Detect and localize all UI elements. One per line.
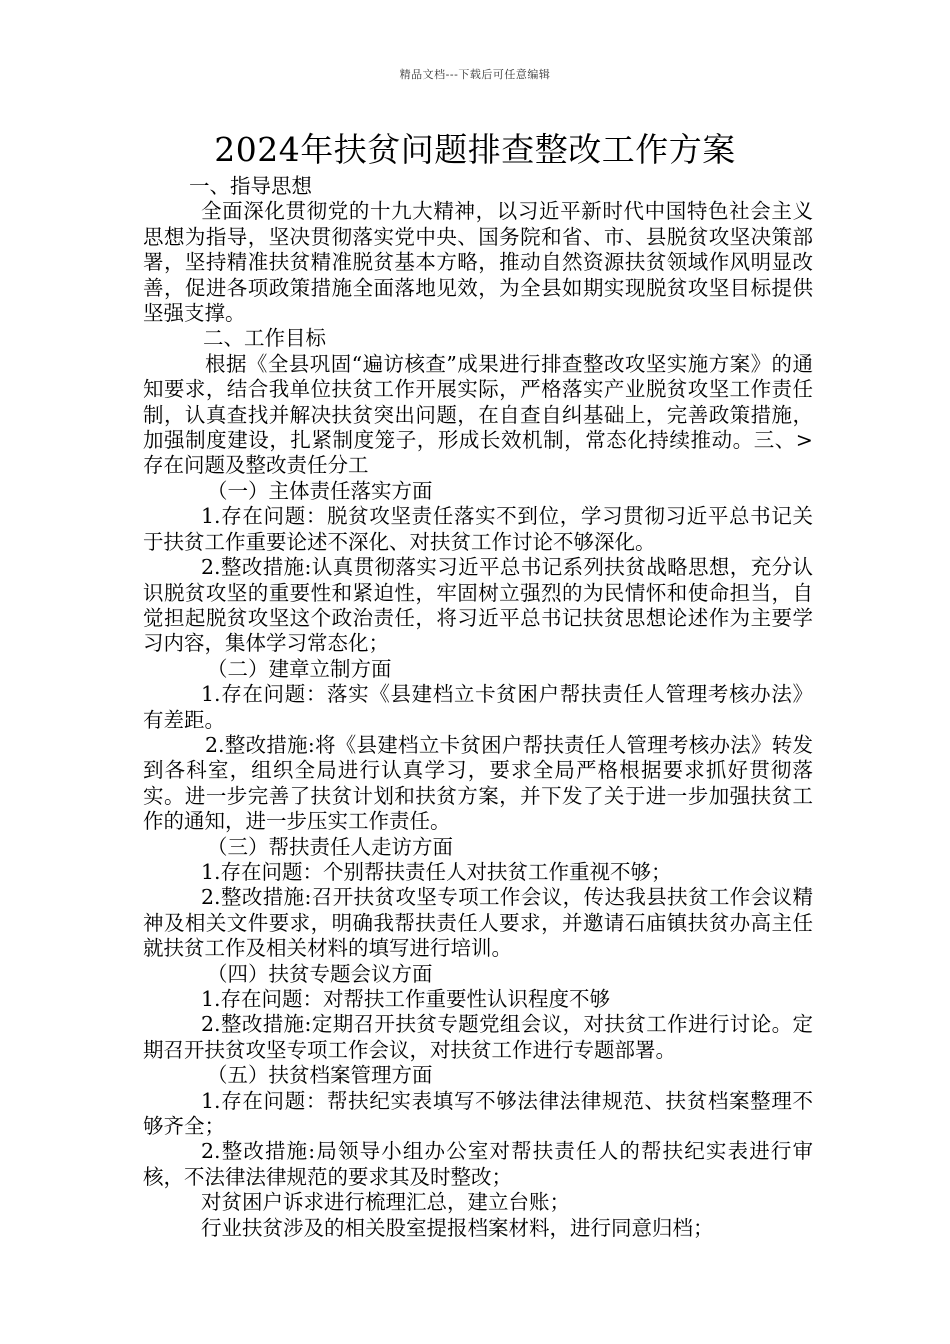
header-note: 精品文档---下载后可任意编辑 [399,68,551,81]
subsection-5-measure: 2.整改措施:局领导小组办公室对帮扶责任人的帮扶纪实表进行审核，不法律法律规范的要求其及时整改； [143,1139,813,1189]
subsection-heading-4: （四）扶贫专题会议方面 [207,961,433,986]
section-heading-guiding-ideology: 一、指导思想 [189,174,312,198]
document-title: 2024年扶贫问题排查整改工作方案 [214,130,736,169]
subsection-2-measure: 2.整改措施:将《县建档立卡贫困户帮扶责任人管理考核办法》转发到各科室，组织全局进行认真学习，要求全局严格根据要求抓好贯彻落实。进一步完善了扶贫计划和扶贫方案，并下发了关于进一步加强扶贫工作的通知，进一步压实工作责任。 [143,732,813,834]
subsection-heading-5: （五）扶贫档案管理方面 [207,1063,433,1088]
section-heading-work-goals: 二、工作目标 [203,326,326,351]
subsection-3-problem: 1.存在问题：个别帮扶责任人对扶贫工作重视不够； [201,859,672,884]
document-body [143,174,813,1241]
subsection-4-problem: 1.存在问题：对帮扶工作重要性认识程度不够 [201,987,611,1011]
subsection-5-problem: 1.存在问题：帮扶纪实表填写不够法律法律规范、扶贫档案整理不够齐全； [143,1088,813,1139]
subsection-heading-3: （三）帮扶责任人走访方面 [207,834,453,859]
subsection-5-line-4: 行业扶贫涉及的相关股室提报档案材料，进行同意归档； [201,1215,714,1240]
section-body-guiding-ideology: 全面深化贯彻党的十九大精神，以习近平新时代中国特色社会主义思想为指导，坚决贯彻落实党中央、国务院和省、市、县脱贫攻坚决策部署，坚持精准扶贫精准脱贫基本方略，推动自然资源扶贫领域作风明显改善，促进各项政策措施全面落地见效，为全县如期实现脱贫攻坚目标提供坚强支撑。 [143,199,813,326]
subsection-4-measure: 2.整改措施:定期召开扶贫专题党组会议，对扶贫工作进行讨论。定期召开扶贫攻坚专项工作会议，对扶贫工作进行专题部署。 [143,1012,813,1062]
section-body-work-goals: 根据《全县巩固“遍访核查”成果进行排查整改攻坚实施方案》的通知要求，结合我单位扶贫工作开展实际，严格落实产业脱贫攻坚工作责任制，认真查找并解决扶贫突出问题，在自查自纠基础上，完善政策措施，加强制度建设，扎紧制度笼子，形成长效机制，常态化持续推动。三、>存在问题及整改责任分工 [143,351,813,478]
subsection-heading-1: （一）主体责任落实方面 [207,478,433,503]
subsection-2-problem: 1.存在问题：落实《县建档立卡贫困户帮扶责任人管理考核办法》有差距。 [143,682,813,732]
subsection-1-measure: 2.整改措施:认真贯彻落实习近平总书记系列扶贫战略思想，充分认识脱贫攻坚的重要性和紧迫性，牢固树立强烈的为民情怀和使命担当，自觉担起脱贫攻坚这个政治责任，将习近平总书记扶贫思想论述作为主要学习内容，集体学习常态化； [143,555,813,656]
subsection-3-measure: 2.整改措施:召开扶贫攻坚专项工作会议，传达我县扶贫工作会议精神及相关文件要求，明确我帮扶责任人要求，并邀请石庙镇扶贫办高主任就扶贫工作及相关材料的填写进行培训。 [143,885,813,961]
subsection-1-problem: 1.存在问题：脱贫攻坚责任落实不到位，学习贯彻习近平总书记关于扶贫工作重要论述不深化、对扶贫工作讨论不够深化。 [143,504,813,554]
subsection-heading-2: （二）建章立制方面 [207,656,392,681]
subsection-5-line-3: 对贫困户诉求进行梳理汇总，建立台账； [201,1190,570,1215]
